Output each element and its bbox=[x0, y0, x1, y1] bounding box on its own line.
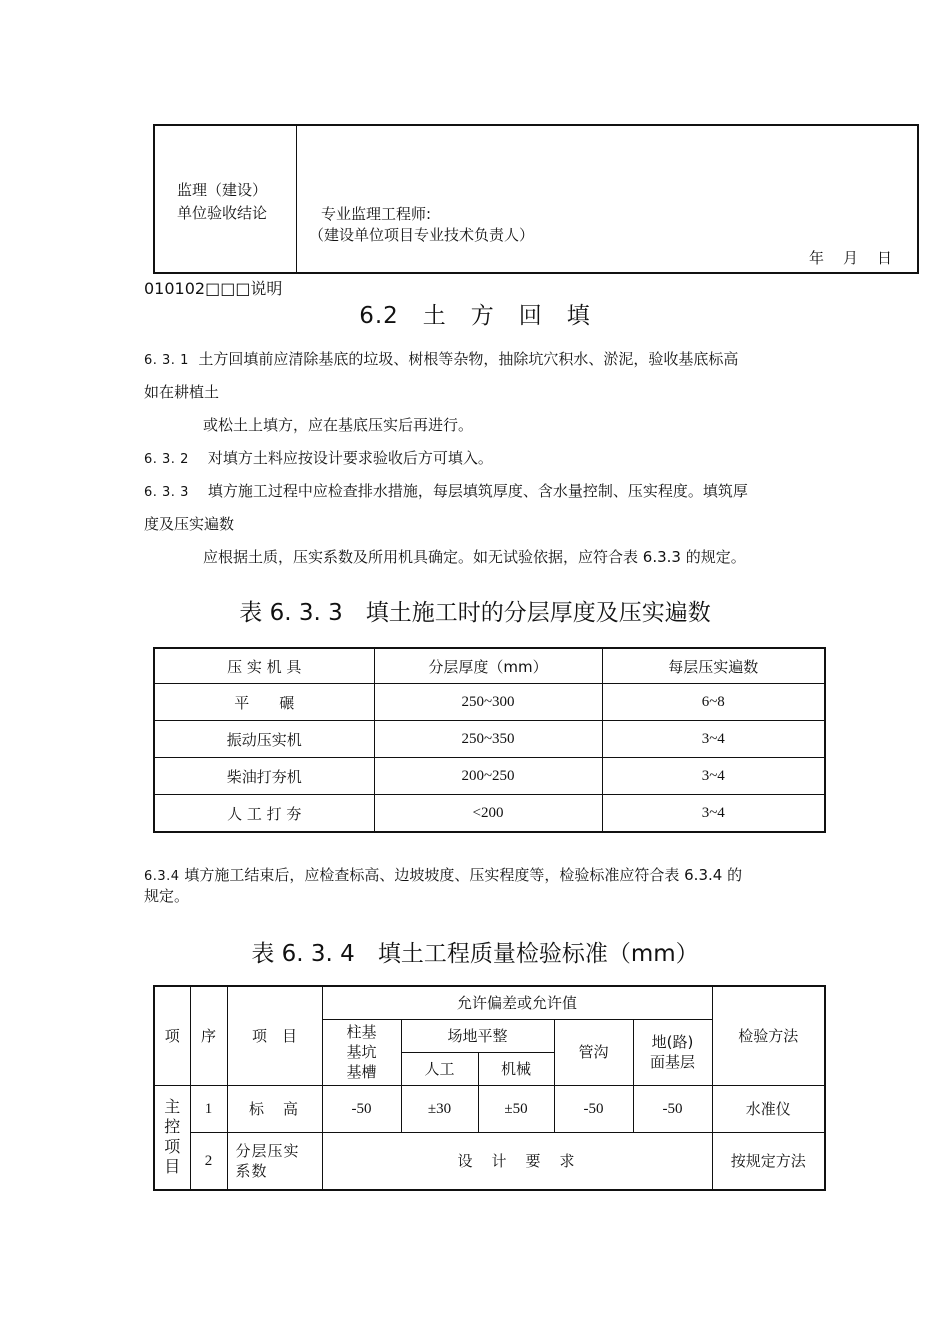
group-main-control: 主 控 项 目 bbox=[154, 1085, 190, 1190]
table-row bbox=[154, 1132, 825, 1190]
clause-number: 6. 3. 2 bbox=[144, 452, 189, 467]
paragraph-6-3-4 bbox=[144, 864, 742, 888]
table-row bbox=[154, 1085, 825, 1132]
cell-tool: 人 工 打 夯 bbox=[154, 795, 374, 833]
paragraph-6-3-3 bbox=[144, 480, 748, 504]
paragraph-6-3-3-line2: 度及压实遍数 bbox=[144, 515, 235, 533]
header-cell: 每层压实遍数 bbox=[602, 648, 825, 684]
owner-rep-label: （建设单位项目专业技术负责人） bbox=[309, 226, 535, 244]
cell-passes: 3~4 bbox=[602, 795, 825, 833]
cell-passes: 3~4 bbox=[602, 758, 825, 795]
table-634 bbox=[153, 985, 826, 1191]
table-row bbox=[154, 795, 825, 833]
table-633 bbox=[153, 647, 826, 833]
paragraph-6-3-3-line3: 应根据土质，压实系数及所用机具确定。如无试验依据，应符合表 6.3.3 的规定。 bbox=[203, 548, 746, 566]
cell-value: ±50 bbox=[478, 1085, 554, 1132]
cell-thickness: 250~350 bbox=[374, 721, 602, 758]
cell-thickness: 200~250 bbox=[374, 758, 602, 795]
cell-method: 水准仪 bbox=[712, 1085, 825, 1132]
table-header-row bbox=[154, 986, 825, 1019]
approval-label-line2: 单位验收结论 bbox=[177, 204, 268, 222]
cell-thickness: <200 bbox=[374, 795, 602, 833]
cell-tool: 柴油打夯机 bbox=[154, 758, 374, 795]
cell-value: -50 bbox=[322, 1085, 401, 1132]
cell-value: -50 bbox=[554, 1085, 633, 1132]
clause-text: 土方回填前应清除基底的垃圾、树根等杂物，抽除坑穴积水、淤泥，验收基底标高 bbox=[198, 350, 739, 368]
date-label: 年 月 日 bbox=[809, 249, 895, 267]
clause-number: 6. 3. 3 bbox=[144, 485, 189, 500]
header-pit: 柱基 基坑 基槽 bbox=[322, 1019, 401, 1085]
header-machine: 机械 bbox=[478, 1052, 554, 1085]
header-manual: 人工 bbox=[401, 1052, 478, 1085]
table-row bbox=[154, 721, 825, 758]
header-cell: 分层厚度（mm） bbox=[374, 648, 602, 684]
cell-no: 1 bbox=[190, 1085, 227, 1132]
cell-item: 标 高 bbox=[227, 1085, 322, 1132]
table-header-row bbox=[154, 648, 825, 684]
approval-label-cell bbox=[155, 126, 297, 272]
cell-method: 按规定方法 bbox=[712, 1132, 825, 1190]
approval-box bbox=[153, 124, 919, 274]
header-site-leveling: 场地平整 bbox=[401, 1019, 554, 1052]
cell-item: 分层压实 系数 bbox=[227, 1132, 322, 1190]
cell-passes: 3~4 bbox=[602, 721, 825, 758]
table-633-title: 表 6. 3. 3 填土施工时的分层厚度及压实遍数 bbox=[239, 600, 711, 626]
table-row bbox=[154, 684, 825, 721]
header-allowance: 允许偏差或允许值 bbox=[322, 986, 712, 1019]
clause-text: 填方施工过程中应检查排水措施，每层填筑厚度、含水量控制、压实程度。填筑厚 bbox=[207, 482, 748, 500]
cell-passes: 6~8 bbox=[602, 684, 825, 721]
cell-thickness: 250~300 bbox=[374, 684, 602, 721]
cell-no: 2 bbox=[190, 1132, 227, 1190]
approval-label-line1: 监理（建设） bbox=[177, 181, 268, 199]
header-method: 检验方法 bbox=[712, 986, 825, 1085]
cell-tool: 振动压实机 bbox=[154, 721, 374, 758]
header-xiang: 项 bbox=[154, 986, 190, 1085]
paragraph-6-3-2 bbox=[144, 447, 493, 471]
header-item: 项 目 bbox=[227, 986, 322, 1085]
cell-tool: 平 碾 bbox=[154, 684, 374, 721]
paragraph-6-3-1-line3: 或松土上填方，应在基底压实后再进行。 bbox=[203, 416, 474, 434]
section-title: 6.2 土 方 回 填 bbox=[359, 303, 591, 329]
note-line: 010102□□□说明 bbox=[144, 279, 283, 298]
engineer-signature-label: 专业监理工程师: bbox=[321, 205, 432, 223]
clause-number: 6. 3. 1 bbox=[144, 353, 189, 368]
header-road-base: 地(路) 面基层 bbox=[633, 1019, 712, 1085]
table-row bbox=[154, 758, 825, 795]
clause-text: 填方施工结束后，应检查标高、边坡坡度、压实程度等，检验标准应符合表 6.3.4 的 bbox=[184, 866, 743, 884]
paragraph-6-3-4-line2: 规定。 bbox=[144, 887, 190, 905]
paragraph-6-3-1 bbox=[144, 348, 738, 372]
cell-value: -50 bbox=[633, 1085, 712, 1132]
clause-number: 6.3.4 bbox=[144, 869, 180, 884]
cell-requirement: 设 计 要 求 bbox=[322, 1132, 712, 1190]
header-cell: 压 实 机 具 bbox=[154, 648, 374, 684]
paragraph-6-3-1-line2: 如在耕植土 bbox=[144, 383, 220, 401]
cell-value: ±30 bbox=[401, 1085, 478, 1132]
clause-text: 对填方土料应按设计要求验收后方可填入。 bbox=[207, 449, 493, 467]
header-xu: 序 bbox=[190, 986, 227, 1085]
table-634-title: 表 6. 3. 4 填土工程质量检验标准（mm） bbox=[251, 941, 699, 967]
header-ditch: 管沟 bbox=[554, 1019, 633, 1085]
